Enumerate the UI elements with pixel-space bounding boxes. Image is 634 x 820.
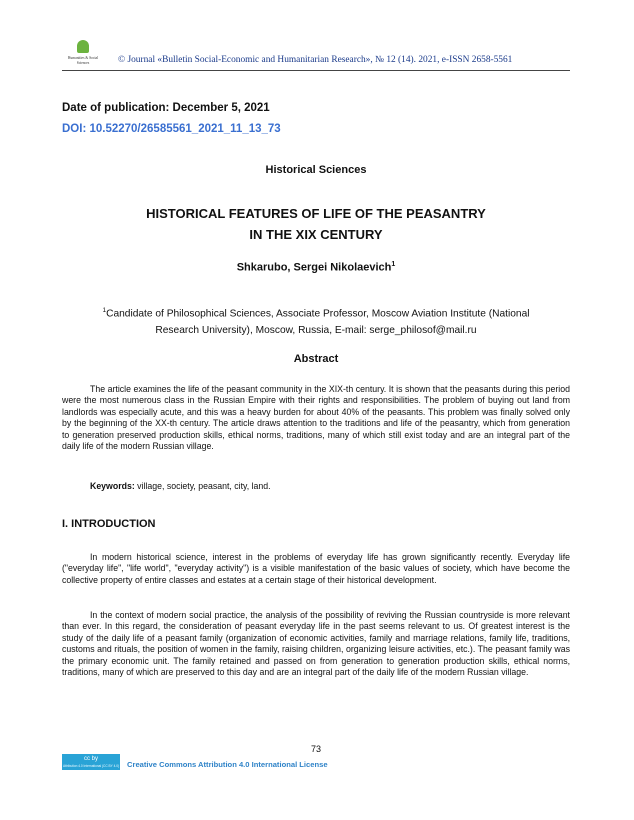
author-name: Shkarubo, Sergei Nikolaevich (236, 261, 392, 274)
author (62, 261, 570, 274)
affiliation (62, 302, 570, 339)
cc-license-badge[interactable] (62, 754, 120, 770)
abstract-text: The article examines the life of the peasant community in the XIX-th century. It is shown that the peasants during this period were the most numerous class in the Russian Empire with their rights and responsibilities. The problem of buying out land from landlords was especially acute, and this was a heavy burden for about 40% of the peasants. This problem was finally solved only by the beginning of the XX-th century. The article draws attention to the traditions and life of the peasantry, which from generation to generation preserved production skills, ethical norms, traditions, many of which still exist today and are an integral part of the daily life of the modern Russian village. (62, 384, 570, 452)
author-sup: 1 (391, 261, 396, 268)
header-divider (62, 70, 570, 71)
publication-date: Date of publication: December 5, 2021 (62, 102, 270, 114)
section-label: Historical Sciences (265, 164, 367, 176)
logo-text-line2: Sciences (76, 61, 90, 65)
license-link[interactable]: Creative Commons Attribution 4.0 International License (127, 760, 328, 769)
keywords-label: Keywords: (90, 481, 135, 491)
keywords-text: village, society, peasant, city, land. (134, 481, 271, 491)
affiliation-line-1: Candidate of Philosophical Sciences, Associate Professor, Moscow Aviation Institute (National (106, 308, 530, 320)
introduction-heading: I. INTRODUCTION (62, 518, 156, 530)
keywords (90, 481, 271, 491)
journal-header (62, 40, 570, 70)
page-number: 73 (310, 744, 321, 754)
intro-paragraph-1: In modern historical science, interest in the problems of everyday life has grown significantly recently. Everyday life ("everyday life", "life world", "everyday activity") is a visible manifestation of the basic values of society, which have become the collective property of entire classes and estates at a certain stage of their historical development. (62, 552, 570, 585)
journal-logo (62, 40, 104, 70)
affiliation-line-2: Research University), Moscow, Russia, E-mail: serge_philosof@mail.ru (155, 325, 477, 337)
title-line-2: IN THE XIX CENTURY (249, 227, 383, 242)
cc-badge-bottom: Attribution 4.0 International (CC BY 4.0) (63, 764, 119, 768)
logo-text-line1: Humanities & Social (67, 56, 99, 60)
leaf-icon (77, 40, 89, 53)
cc-badge-top: cc by (84, 756, 99, 762)
article-title (62, 203, 570, 245)
title-line-1: HISTORICAL FEATURES OF LIFE OF THE PEASANTRY (146, 206, 486, 221)
abstract-heading: Abstract (293, 353, 339, 365)
intro-paragraph-2: In the context of modern social practice, the analysis of the possibility of reviving the Russian countryside is more relevant than ever. In this regard, the consideration of peasant everyday life in the past seems relevant to us. Of greatest interest is the study of the daily life of a peasant family (organization of economic activities, family and marriage relations, family life, traditions, customs and rituals, the position of women in the family, raising children, organizing leisure activities, etc.). The peasant family was the primary economic unit. The family retained and passed on from generation to generation production skills, ethical norms, traditions, many of which are preserved to this day and are an integral part of the daily life of the modern Russian village. (62, 610, 570, 678)
doi-link[interactable]: DOI: 10.52270/26585561_2021_11_13_73 (62, 123, 281, 135)
affiliation-sup: 1 (102, 307, 107, 314)
journal-citation: © Journal «Bulletin Social-Economic and Humanitarian Research», № 12 (14). 2021, e-ISSN 2658-5561 (118, 55, 513, 65)
